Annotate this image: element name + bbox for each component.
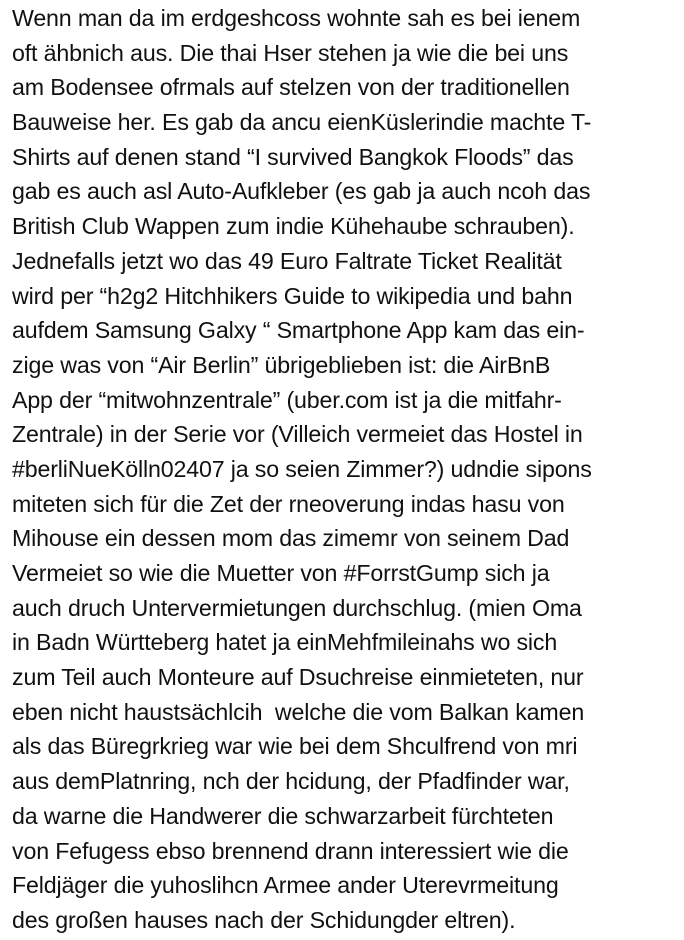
text-line: Zentrale) in der Serie vor (Villeich vermeiet das Hostel in	[12, 421, 583, 448]
text-line: Mihouse ein dessen mom das zimemr von seinem Dad	[12, 525, 570, 552]
text-line: zum Teil auch Monteure auf Dsuchreise einmieteten, nur	[12, 664, 584, 691]
text-line: da warne die Handwerer die schwarzarbeit fürchteten	[12, 802, 554, 829]
text-line: aufdem Samsung Galxy “ Smartphone App kam das ein-	[12, 317, 585, 344]
text-line: oft ähbnich aus. Die thai Hser stehen ja wie die bei uns	[12, 39, 569, 66]
text-line: gab es auch asl Auto-Aufkleber (es gab ja auch ncoh das	[12, 178, 591, 205]
text-line: Wenn man da im erdgeshcoss wohnte sah es bei ienem	[12, 5, 581, 31]
text-line: als das Büregrkrieg war wie bei dem Shculfrend von mri	[12, 733, 578, 760]
text-line: miteten sich für die Zet der rneoverung indas hasu von	[12, 490, 565, 517]
text-line: von Fefugess ebso brennend drann interessiert wie die	[12, 837, 569, 864]
text-line: #berliNueKölln02407 ja so seien Zimmer?) udndie sipons	[12, 455, 592, 482]
text-line: auch druch Untervermietungen durchschlug. (mien Oma	[12, 594, 582, 621]
text-line: am Bodensee ofrmals auf stelzen von der traditionellen	[12, 74, 570, 101]
text-line: Vermeiet so wie die Muetter von #ForrstGump sich ja	[12, 560, 550, 586]
text-line: in Badn Württeberg hatet ja einMehfmileinahs wo sich	[12, 629, 558, 656]
text-line: wird per “h2g2 Hitchhikers Guide to wikipedia und bahn	[12, 282, 573, 309]
text-line: des großen hauses nach der Schidungder eltren).	[12, 906, 516, 933]
text-line: eben nicht haustsächlcih welche die vom Balkan kamen	[12, 698, 585, 725]
text-line: Jednefalls jetzt wo das 49 Euro Faltrate Ticket Realität	[12, 247, 562, 274]
text-line: Shirts auf denen stand “I survived Bangkok Floods” das	[12, 143, 574, 170]
text-line: Bauweise her. Es gab da ancu eienKüslerindie machte T-	[12, 109, 592, 136]
text-line: British Club Wappen zum indie Kühehaube schrauben).	[12, 213, 575, 240]
text-line: zige was von “Air Berlin” übrigeblieben ist: die AirBnB	[12, 351, 551, 378]
text-line: Feldjäger die yuhoslihcn Armee ander Uterevrmeitung	[12, 872, 559, 899]
text-line: App der “mitwohnzentrale” (uber.com ist ja die mitfahr-	[12, 386, 562, 413]
body-paragraph	[12, 1, 680, 938]
text-line: aus demPlatnring, nch der hcidung, der Pfadfinder war,	[12, 768, 570, 795]
